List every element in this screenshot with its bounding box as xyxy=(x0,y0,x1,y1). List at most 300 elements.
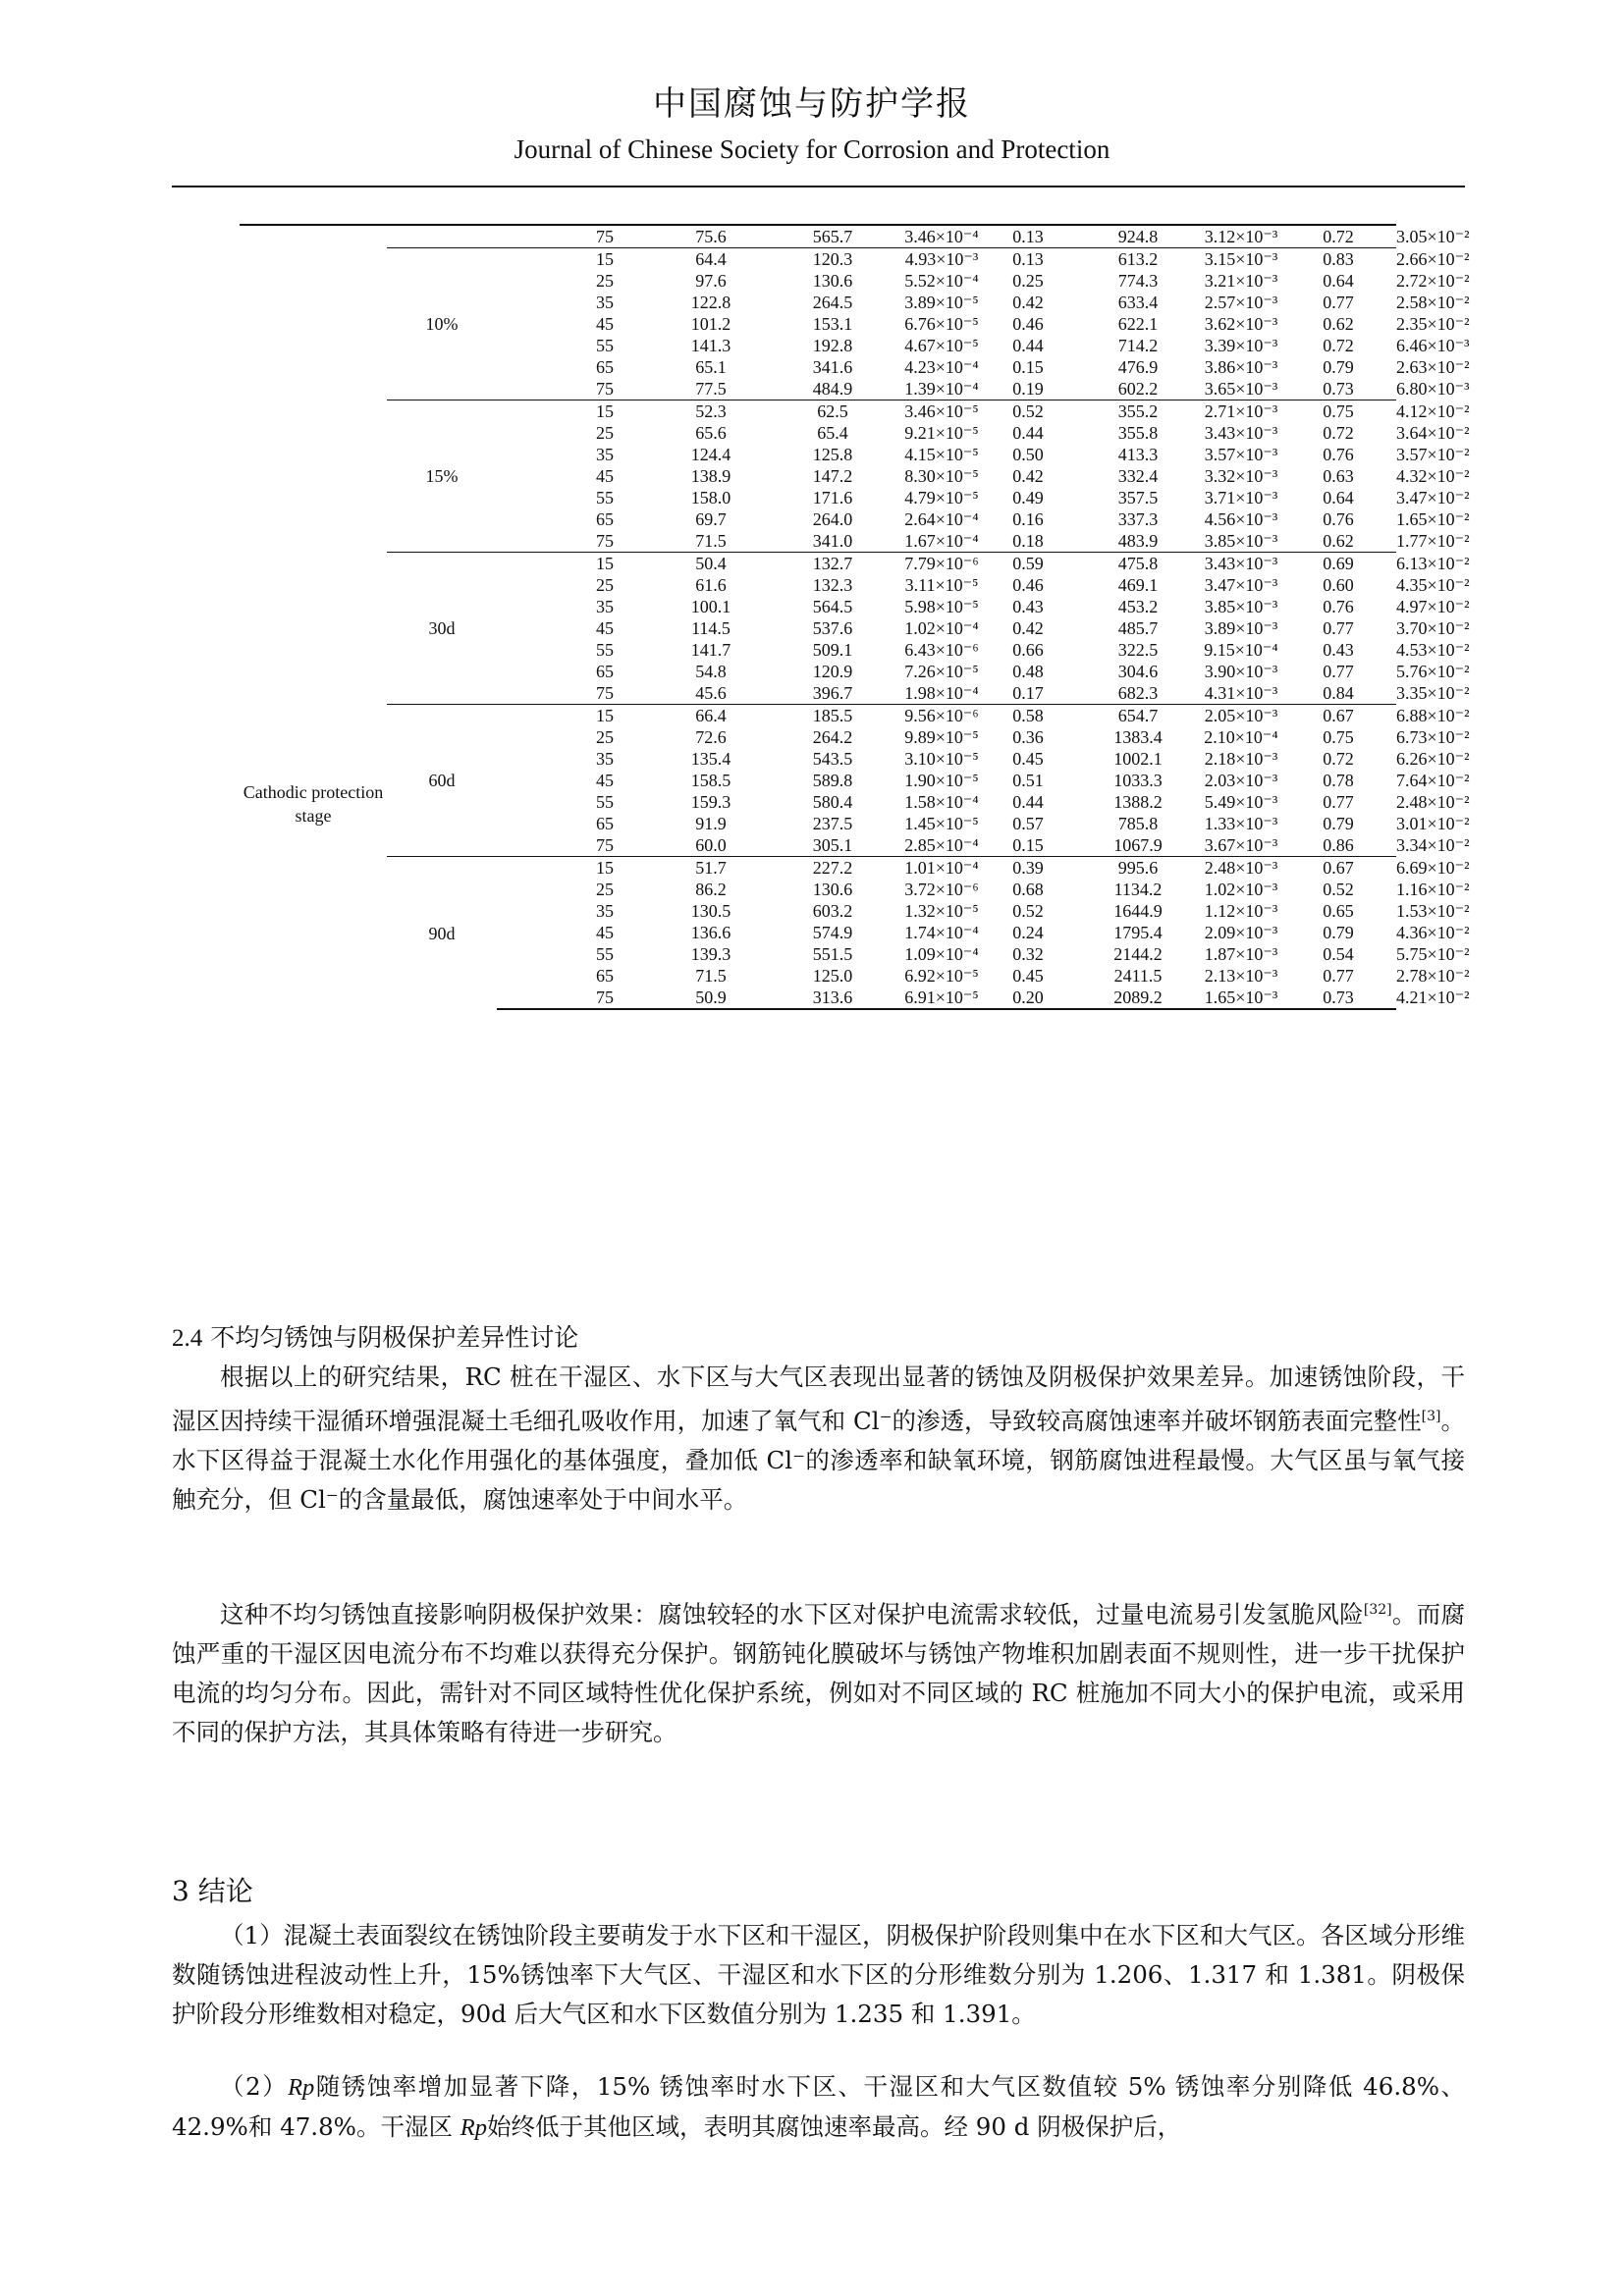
condition-label: 10% xyxy=(387,248,497,400)
condition-label: 90d xyxy=(387,857,497,1010)
table-cell: 120.9 xyxy=(812,662,853,681)
table-cell: 0.17 xyxy=(1012,683,1044,703)
table-row: 45 136.6 574.9 1.74×10⁻⁴ 0.24 1795.4 2.09×10⁻³ 0.79 4.36×10⁻² xyxy=(240,922,1396,943)
spacer-cell xyxy=(497,335,552,356)
table-cell: 141.3 xyxy=(690,336,731,355)
condition-label xyxy=(387,225,497,248)
condition-label: 15% xyxy=(387,400,497,553)
spacer-cell xyxy=(497,639,552,661)
table-cell: 603.2 xyxy=(812,901,853,921)
table-cell: 7.26×10⁻⁵ xyxy=(904,662,979,681)
table-cell: 3.89×10⁻⁵ xyxy=(904,293,979,312)
symbol-rp: Rp xyxy=(288,2074,315,2101)
table-cell: 125.0 xyxy=(812,966,853,986)
table-row: 55 141.7 509.1 6.43×10⁻⁶ 0.66 322.5 9.15×10⁻⁴ 0.43 4.53×10⁻² xyxy=(240,639,1396,661)
spacer-cell xyxy=(497,857,552,880)
table-cell: 565.7 xyxy=(764,225,901,248)
table-cell: 3.15×10⁻³ xyxy=(1202,248,1280,271)
spacer-cell xyxy=(497,313,552,335)
table-cell: 509.1 xyxy=(812,640,853,660)
table-cell: 91.9 xyxy=(695,814,727,833)
table-cell: 139.3 xyxy=(690,944,731,964)
table-cell: 3.10×10⁻⁵ xyxy=(904,749,979,769)
table-row: 65 71.5 125.0 6.92×10⁻⁵ 0.45 2411.5 2.13×10⁻³ 0.77 2.78×10⁻² xyxy=(240,965,1396,987)
table-cell: 0.73 xyxy=(1323,379,1354,399)
table-cell: 0.58 xyxy=(982,705,1074,727)
table-cell: 0.84 xyxy=(1323,683,1354,703)
table-cell: 5.98×10⁻⁵ xyxy=(904,597,979,616)
table-cell: 4.56×10⁻³ xyxy=(1204,509,1278,529)
table-cell: 0.42 xyxy=(1012,466,1044,486)
table-row: 55 159.3 580.4 1.58×10⁻⁴ 0.44 1388.2 5.49×10⁻³ 0.77 2.48×10⁻² xyxy=(240,791,1396,813)
table-cell: 2.05×10⁻³ xyxy=(1202,705,1280,727)
spacer-cell xyxy=(497,378,552,400)
spacer-cell xyxy=(497,965,552,987)
table-cell: 0.86 xyxy=(1323,835,1354,855)
table-cell: 0.44 xyxy=(1012,792,1044,812)
condition-label: 30d xyxy=(387,553,497,705)
table-cell: 100.1 xyxy=(690,597,731,616)
table-cell: 0.75 xyxy=(1323,727,1354,747)
table-cell: 62.5 xyxy=(764,400,901,423)
table-row: 15% 15 52.3 62.5 3.46×10⁻⁵ 0.52 355.2 2.71×10⁻³ 0.75 4.12×10⁻² xyxy=(240,400,1396,423)
table-cell: 483.9 xyxy=(1117,531,1159,551)
table-cell: 0.79 xyxy=(1323,814,1354,833)
table-cell: 138.9 xyxy=(690,466,731,486)
table-cell: 633.4 xyxy=(1117,293,1159,312)
table-cell: 3.72×10⁻⁶ xyxy=(904,880,979,899)
table-cell: 15 xyxy=(552,857,658,880)
table-cell: 0.54 xyxy=(1323,944,1354,964)
table-cell: 0.52 xyxy=(1323,880,1354,899)
table-cell: 4.93×10⁻³ xyxy=(901,248,982,271)
table-cell: 25 xyxy=(596,575,614,595)
page-header xyxy=(0,77,1624,165)
table-cell: 130.6 xyxy=(812,880,853,899)
table-cell: 15 xyxy=(552,248,658,271)
spacer-cell xyxy=(497,617,552,639)
table-cell: 413.3 xyxy=(1117,445,1159,464)
table-cell: 1134.2 xyxy=(1113,880,1163,899)
conclusion-2 xyxy=(172,2067,1465,2148)
table-cell: 50.9 xyxy=(658,987,764,1009)
table-cell: 355.8 xyxy=(1117,423,1159,443)
spacer-cell xyxy=(497,900,552,922)
table-cell: 5.49×10⁻³ xyxy=(1204,792,1278,812)
table-cell: 7.79×10⁻⁶ xyxy=(901,553,982,575)
table-cell: 66.4 xyxy=(658,705,764,727)
table-cell: 5.52×10⁻⁴ xyxy=(904,271,979,291)
table-cell: 1067.9 xyxy=(1113,835,1163,855)
table-cell: 0.48 xyxy=(1012,662,1044,681)
table-cell: 995.6 xyxy=(1074,857,1202,880)
spacer-cell xyxy=(497,834,552,857)
citation[interactable]: [3] xyxy=(1421,1409,1441,1424)
table-cell: 71.5 xyxy=(695,531,727,551)
table-cell: 0.46 xyxy=(1012,314,1044,334)
table-cell: 2144.2 xyxy=(1113,944,1163,964)
table-cell: 0.52 xyxy=(982,400,1074,423)
table-cell: 45.6 xyxy=(695,683,727,703)
table-cell: 1.32×10⁻⁵ xyxy=(904,901,979,921)
table-cell: 2.10×10⁻⁴ xyxy=(1204,727,1278,747)
table-cell: 8.30×10⁻⁵ xyxy=(904,466,979,486)
table-cell: 3.86×10⁻³ xyxy=(1204,357,1278,377)
spacer-cell xyxy=(497,813,552,834)
table-cell: 54.8 xyxy=(695,662,727,681)
table-cell: 337.3 xyxy=(1117,509,1159,529)
table-row: 45 101.2 153.1 6.76×10⁻⁵ 0.46 622.1 3.62×10⁻³ 0.62 2.35×10⁻² xyxy=(240,313,1396,335)
table-cell: 101.2 xyxy=(690,314,731,334)
text-run: 根据以上的研究结果，RC 桩在干湿区、水下区与大气区表现出显著的锈蚀及阴极保护效果差异。加速锈蚀阶段，干湿区因持续干湿循环增强混凝土毛细孔吸收作用，加速了氧气和 Cl⁻的渗透，导致较高腐蚀速率并破坏钢筋表面完整性 xyxy=(172,1362,1465,1436)
spacer-cell xyxy=(497,422,552,444)
paragraph-1 xyxy=(172,1358,1465,1520)
table-cell: 0.18 xyxy=(1012,531,1044,551)
table-cell: 45 xyxy=(596,314,614,334)
table-cell: 0.20 xyxy=(982,987,1074,1009)
table-row: 75 50.9 313.6 6.91×10⁻⁵ 0.20 2089.2 1.65×10⁻³ 0.73 4.21×10⁻² xyxy=(240,987,1396,1009)
table-row: 25 61.6 132.3 3.11×10⁻⁵ 0.46 469.1 3.47×10⁻³ 0.60 4.35×10⁻² xyxy=(240,574,1396,596)
table-cell: 0.50 xyxy=(1012,445,1044,464)
table-cell: 0.75 xyxy=(1280,400,1396,423)
table-cell: 1.74×10⁻⁴ xyxy=(904,923,979,942)
table-cell: 122.8 xyxy=(690,293,731,312)
table-cell: 0.46 xyxy=(1012,575,1044,595)
table-cell: 1.87×10⁻³ xyxy=(1204,944,1278,964)
table-cell: 0.79 xyxy=(1323,923,1354,942)
table-cell: 1.12×10⁻³ xyxy=(1204,901,1278,921)
table-cell: 65 xyxy=(596,966,614,986)
table-cell: 0.78 xyxy=(1323,771,1354,790)
table-cell: 35 xyxy=(596,293,614,312)
table-cell: 484.9 xyxy=(812,379,853,399)
table-cell: 4.79×10⁻⁵ xyxy=(904,488,979,507)
condition-label: 60d xyxy=(387,705,497,857)
table-cell: 147.2 xyxy=(812,466,853,486)
table-cell: 3.89×10⁻³ xyxy=(1204,618,1278,638)
table-row: 45 158.5 589.8 1.90×10⁻⁵ 0.51 1033.3 2.03×10⁻³ 0.78 7.64×10⁻² xyxy=(240,770,1396,791)
table-row: 35 130.5 603.2 1.32×10⁻⁵ 0.52 1644.9 1.12×10⁻³ 0.65 1.53×10⁻² xyxy=(240,900,1396,922)
table-cell: 2.03×10⁻³ xyxy=(1204,771,1278,790)
citation[interactable]: [32] xyxy=(1363,1602,1392,1618)
table-cell: 0.42 xyxy=(1012,618,1044,638)
table-cell: 65.4 xyxy=(817,423,848,443)
spacer-cell xyxy=(497,661,552,682)
table-cell: 141.7 xyxy=(690,640,731,660)
table-cell: 0.73 xyxy=(1280,987,1396,1009)
table-cell: 0.43 xyxy=(1323,640,1354,660)
table-cell: 6.43×10⁻⁶ xyxy=(904,640,979,660)
table-cell: 55 xyxy=(596,336,614,355)
table-cell: 0.44 xyxy=(1012,336,1044,355)
table-cell: 0.66 xyxy=(1012,640,1044,660)
table-cell: 1.90×10⁻⁵ xyxy=(904,771,979,790)
text-run: 。水下区得益于混凝土水化作用强化的基体强度，叠加低 Cl⁻的渗透率和缺氧环境，钢筋腐蚀进程最慢。大气区虽与氧气接触充分，但 Cl⁻的含量最低，腐蚀速率处于中间水平。 xyxy=(172,1407,1466,1515)
table-row: 75 60.0 305.1 2.85×10⁻⁴ 0.15 1067.9 3.67×10⁻³ 0.86 3.34×10⁻² xyxy=(240,834,1396,857)
table-cell: 4.23×10⁻⁴ xyxy=(904,357,979,377)
table-cell: 1.02×10⁻⁴ xyxy=(904,618,979,638)
table-cell: 1.01×10⁻⁴ xyxy=(901,857,982,880)
table-cell: 341.6 xyxy=(812,357,853,377)
paragraph-2 xyxy=(172,1590,1465,1752)
table-cell: 125.8 xyxy=(812,445,853,464)
table-cell: 71.5 xyxy=(695,966,727,986)
table-cell: 396.7 xyxy=(812,683,853,703)
table-cell: 332.4 xyxy=(1117,466,1159,486)
table-cell: 75 xyxy=(552,225,658,248)
table-cell: 1.58×10⁻⁴ xyxy=(904,792,979,812)
table-cell: 75 xyxy=(596,379,614,399)
table-cell: 682.3 xyxy=(1117,683,1159,703)
spacer-cell xyxy=(497,292,552,313)
table-cell: 0.32 xyxy=(1012,944,1044,964)
table-cell: 4.15×10⁻⁵ xyxy=(904,445,979,464)
table-cell: 4.31×10⁻³ xyxy=(1204,683,1278,703)
table-cell: 3.43×10⁻³ xyxy=(1202,553,1280,575)
table-cell: 3.85×10⁻³ xyxy=(1204,531,1278,551)
table-cell: 3.46×10⁻⁴ xyxy=(901,225,982,248)
section-title: 不均匀锈蚀与阴极保护差异性讨论 xyxy=(210,1323,579,1352)
table-cell: 2.57×10⁻³ xyxy=(1204,293,1278,312)
table-cell: 55 xyxy=(596,792,614,812)
table-cell: 2089.2 xyxy=(1074,987,1202,1009)
table-row: 75 45.6 396.7 1.98×10⁻⁴ 0.17 682.3 4.31×10⁻³ 0.84 3.35×10⁻² xyxy=(240,682,1396,705)
table-cell: 9.89×10⁻⁵ xyxy=(904,727,979,747)
table-cell: 1383.4 xyxy=(1113,727,1163,747)
table-row: 10% 15 64.4 120.3 4.93×10⁻³ 0.13 613.2 3.15×10⁻³ 0.83 2.66×10⁻² xyxy=(240,248,1396,271)
table-cell: 1644.9 xyxy=(1113,901,1163,921)
table-cell: 15 xyxy=(552,705,658,727)
table-cell: 135.4 xyxy=(690,749,731,769)
section-3-heading: 3 结论 xyxy=(172,1875,253,1907)
table-cell: 264.5 xyxy=(812,293,853,312)
table-cell: 3.90×10⁻³ xyxy=(1204,662,1278,681)
table-cell: 1.67×10⁻⁴ xyxy=(904,531,979,551)
table-cell: 0.72 xyxy=(1280,225,1396,248)
table-cell: 75 xyxy=(596,683,614,703)
table-cell: 15 xyxy=(552,400,658,423)
table-cell: 305.1 xyxy=(812,835,853,855)
table-row: 30d 15 50.4 132.7 7.79×10⁻⁶ 0.59 475.8 3.43×10⁻³ 0.69 6.13×10⁻² xyxy=(240,553,1396,575)
table-row: 25 97.6 130.6 5.52×10⁻⁴ 0.25 774.3 3.21×10⁻³ 0.64 2.72×10⁻² xyxy=(240,270,1396,292)
table-row: 45 138.9 147.2 8.30×10⁻⁵ 0.42 332.4 3.32×10⁻³ 0.63 4.32×10⁻² xyxy=(240,465,1396,487)
spacer-cell xyxy=(497,879,552,900)
table-cell: 0.63 xyxy=(1323,466,1354,486)
table-cell: 69.7 xyxy=(695,509,727,529)
table-cell: 75.6 xyxy=(658,225,764,248)
spacer-cell xyxy=(497,530,552,553)
table-cell: 543.5 xyxy=(812,749,853,769)
text-run: 。而腐蚀严重的干湿区因电流分布不均难以获得充分保护。钢筋钝化膜破坏与锈蚀产物堆积加剧表面不规则性，进一步干扰保护电流的均匀分布。因此，需针对不同区域特性优化保护系统，例如对不同区域的 RC 桩施加不同大小的保护电流，或采用不同的保护方法，其具体策略有待进一步研究。 xyxy=(172,1600,1465,1747)
table-cell: 6.92×10⁻⁵ xyxy=(904,966,979,986)
table-cell: 75 xyxy=(596,531,614,551)
table-cell: 75 xyxy=(552,987,658,1009)
symbol-rp: Rp xyxy=(460,2114,487,2141)
table-cell: 65 xyxy=(596,662,614,681)
table-cell: 0.77 xyxy=(1323,966,1354,986)
table-cell: 3.67×10⁻³ xyxy=(1204,835,1278,855)
table-cell: 2.71×10⁻³ xyxy=(1202,400,1280,423)
table-cell: 580.4 xyxy=(812,792,853,812)
table-cell: 2.48×10⁻³ xyxy=(1202,857,1280,880)
table-cell: 35 xyxy=(596,901,614,921)
table-cell: 45 xyxy=(596,618,614,638)
table-cell: 3.62×10⁻³ xyxy=(1204,314,1278,334)
table-cell: 159.3 xyxy=(690,792,731,812)
table-cell: 0.59 xyxy=(982,553,1074,575)
table-cell: 622.1 xyxy=(1117,314,1159,334)
text-run: 随锈蚀率增加显著下降，15% 锈蚀率时水下区、干湿区和大气区数值较 5% 锈蚀率分别降低 46.8%、42.9%和 47.8%。干湿区 xyxy=(172,2072,1465,2141)
table-cell: 4.67×10⁻⁵ xyxy=(904,336,979,355)
table-cell: 0.77 xyxy=(1323,662,1354,681)
table-cell: 3.12×10⁻³ xyxy=(1202,225,1280,248)
table-cell: 0.15 xyxy=(1012,835,1044,855)
table-cell: 237.5 xyxy=(812,814,853,833)
table-cell: 192.8 xyxy=(812,336,853,355)
table-cell: 0.15 xyxy=(1012,357,1044,377)
table-cell: 3.71×10⁻³ xyxy=(1204,488,1278,507)
table-cell: 25 xyxy=(596,423,614,443)
table-cell: 785.8 xyxy=(1117,814,1159,833)
table-cell: 0.72 xyxy=(1323,336,1354,355)
table-cell: 0.67 xyxy=(1280,857,1396,880)
table-row: 35 135.4 543.5 3.10×10⁻⁵ 0.45 1002.1 2.18×10⁻³ 0.72 6.26×10⁻² xyxy=(240,748,1396,770)
table-cell: 45 xyxy=(596,923,614,942)
table-cell: 65 xyxy=(596,509,614,529)
table-row: 65 65.1 341.6 4.23×10⁻⁴ 0.15 476.9 3.86×10⁻³ 0.79 2.63×10⁻² xyxy=(240,356,1396,378)
table-cell: 25 xyxy=(596,880,614,899)
table-cell: 357.5 xyxy=(1117,488,1159,507)
table-cell: 50.4 xyxy=(658,553,764,575)
table-cell: 60.0 xyxy=(695,835,727,855)
table-row: 25 86.2 130.6 3.72×10⁻⁶ 0.68 1134.2 1.02×10⁻³ 0.52 1.16×10⁻² xyxy=(240,879,1396,900)
table-cell: 0.51 xyxy=(1012,771,1044,790)
table-cell: 453.2 xyxy=(1117,597,1159,616)
data-table xyxy=(240,224,1470,1010)
table-row: Cathodic protection stage 75 75.6 565.7 3.46×10⁻⁴ 0.13 924.8 3.12×10⁻³ 0.72 3.05×10⁻² xyxy=(240,225,1396,248)
table-cell: 35 xyxy=(596,445,614,464)
table-cell: 1033.3 xyxy=(1113,771,1163,790)
table-cell: 613.2 xyxy=(1074,248,1202,271)
table-cell: 0.16 xyxy=(1012,509,1044,529)
table-cell: 1.02×10⁻³ xyxy=(1204,880,1278,899)
table-row: 75 77.5 484.9 1.39×10⁻⁴ 0.19 602.2 3.65×10⁻³ 0.73 6.80×10⁻³ xyxy=(240,378,1396,400)
table-cell: 52.3 xyxy=(658,400,764,423)
table-cell: 0.60 xyxy=(1323,575,1354,595)
table-cell: 1.09×10⁻⁴ xyxy=(904,944,979,964)
table-cell: 35 xyxy=(596,749,614,769)
table-cell: 55 xyxy=(596,488,614,507)
table-cell: 0.24 xyxy=(1012,923,1044,942)
table-cell: 322.5 xyxy=(1117,640,1159,660)
table-cell: 158.5 xyxy=(690,771,731,790)
table-cell: 924.8 xyxy=(1074,225,1202,248)
table-cell: 0.67 xyxy=(1280,705,1396,727)
table-cell: 3.46×10⁻⁵ xyxy=(901,400,982,423)
table-cell: 0.69 xyxy=(1280,553,1396,575)
table-cell: 3.21×10⁻³ xyxy=(1204,271,1278,291)
table-cell: 469.1 xyxy=(1117,575,1159,595)
table-row: 25 72.6 264.2 9.89×10⁻⁵ 0.36 1383.4 2.10×10⁻⁴ 0.75 6.73×10⁻² xyxy=(240,726,1396,748)
table-cell: 0.13 xyxy=(982,248,1074,271)
table-cell: 0.13 xyxy=(982,225,1074,248)
table-cell: 1.98×10⁻⁴ xyxy=(904,683,979,703)
table-cell: 61.6 xyxy=(695,575,727,595)
table-cell: 0.52 xyxy=(1012,901,1044,921)
table-cell: 2.13×10⁻³ xyxy=(1204,966,1278,986)
table-cell: 0.45 xyxy=(1012,749,1044,769)
table-cell: 714.2 xyxy=(1117,336,1159,355)
spacer-cell xyxy=(497,444,552,465)
table-row: 55 158.0 171.6 4.79×10⁻⁵ 0.49 357.5 3.71×10⁻³ 0.64 3.47×10⁻² xyxy=(240,487,1396,508)
table-cell: 158.0 xyxy=(690,488,731,507)
table-cell: 6.91×10⁻⁵ xyxy=(901,987,982,1009)
text-run: （2） xyxy=(220,2072,289,2101)
table-row: 45 114.5 537.6 1.02×10⁻⁴ 0.42 485.7 3.89×10⁻³ 0.77 3.70×10⁻² xyxy=(240,617,1396,639)
table-cell: 1795.4 xyxy=(1113,923,1163,942)
table-cell: 574.9 xyxy=(812,923,853,942)
table-cell: 0.57 xyxy=(1012,814,1044,833)
spacer-cell xyxy=(497,922,552,943)
table-cell: 3.65×10⁻³ xyxy=(1204,379,1278,399)
text-run: 这种不均匀锈蚀直接影响阴极保护效果：腐蚀较轻的水下区对保护电流需求较低，过量电流易引发氢脆风险 xyxy=(220,1600,1364,1629)
spacer-cell xyxy=(497,487,552,508)
table-cell: 0.77 xyxy=(1323,792,1354,812)
table-cell: 0.45 xyxy=(1012,966,1044,986)
spacer-cell xyxy=(497,553,552,575)
table-cell: 589.8 xyxy=(812,771,853,790)
table-cell: 654.7 xyxy=(1074,705,1202,727)
table-cell: 3.85×10⁻³ xyxy=(1204,597,1278,616)
table-cell: 25 xyxy=(596,727,614,747)
table-cell: 124.4 xyxy=(690,445,731,464)
header-rule xyxy=(172,186,1465,187)
table-cell: 0.76 xyxy=(1323,597,1354,616)
table-cell: 3.11×10⁻⁵ xyxy=(904,575,979,595)
table-cell: 97.6 xyxy=(695,271,727,291)
table-cell: 6.76×10⁻⁵ xyxy=(904,314,979,334)
table-cell: 0.62 xyxy=(1323,314,1354,334)
table-cell: 55 xyxy=(596,944,614,964)
table-cell: 0.44 xyxy=(1012,423,1044,443)
table-cell: 1388.2 xyxy=(1113,792,1163,812)
table-cell: 35 xyxy=(596,597,614,616)
table-row: 35 124.4 125.8 4.15×10⁻⁵ 0.50 413.3 3.57×10⁻³ 0.76 3.57×10⁻² xyxy=(240,444,1396,465)
spacer-cell xyxy=(497,508,552,530)
table-cell: 72.6 xyxy=(695,727,727,747)
section-number: 2.4 xyxy=(172,1325,203,1352)
table-row: 25 65.6 65.4 9.21×10⁻⁵ 0.44 355.8 3.43×10⁻³ 0.72 3.64×10⁻² xyxy=(240,422,1396,444)
table-cell: 341.0 xyxy=(812,531,853,551)
spacer-cell xyxy=(497,356,552,378)
spacer-cell xyxy=(497,248,552,271)
table-row: 35 100.1 564.5 5.98×10⁻⁵ 0.43 453.2 3.85×10⁻³ 0.76 4.97×10⁻² xyxy=(240,596,1396,617)
table-cell: 0.76 xyxy=(1323,445,1354,464)
table-cell: 0.76 xyxy=(1323,509,1354,529)
table-cell: 0.83 xyxy=(1280,248,1396,271)
table-cell: 25 xyxy=(596,271,614,291)
spacer-cell xyxy=(497,987,552,1009)
table-cell: 0.77 xyxy=(1323,293,1354,312)
table-cell: 3.39×10⁻³ xyxy=(1204,336,1278,355)
table-row: 35 122.8 264.5 3.89×10⁻⁵ 0.42 633.4 2.57×10⁻³ 0.77 2.58×10⁻² xyxy=(240,292,1396,313)
spacer-cell xyxy=(497,682,552,705)
table-cell: 3.57×10⁻³ xyxy=(1204,445,1278,464)
table-cell: 1002.1 xyxy=(1113,749,1163,769)
table-cell: 227.2 xyxy=(764,857,901,880)
table-cell: 774.3 xyxy=(1117,271,1159,291)
table-row: 65 54.8 120.9 7.26×10⁻⁵ 0.48 304.6 3.90×10⁻³ 0.77 5.76×10⁻² xyxy=(240,661,1396,682)
